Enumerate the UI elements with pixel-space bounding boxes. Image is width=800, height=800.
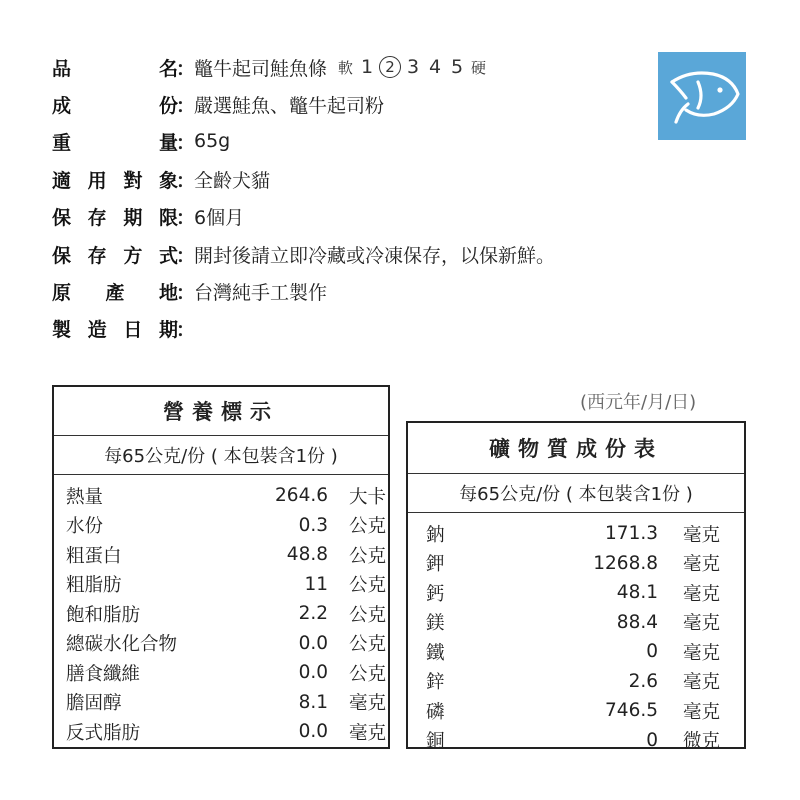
info-value: 嚴選鮭魚、鼈牛起司粉 [194, 94, 385, 117]
nutrient-value: 11 [304, 573, 328, 595]
mineral-value: 88.4 [616, 611, 658, 633]
nutrient-value: 8.1 [298, 691, 328, 713]
colon: ： [176, 281, 196, 304]
mineral-unit: 毫克 [682, 672, 720, 694]
table-row [408, 608, 744, 638]
nutrient-value: 0.0 [298, 721, 328, 743]
nutrient-unit: 公克 [348, 663, 386, 685]
nutrient-unit: 公克 [348, 634, 386, 656]
hardness-level-1: 1 [360, 56, 374, 78]
table-row [54, 717, 388, 747]
colon: ： [176, 169, 196, 192]
mineral-unit: 毫克 [682, 524, 720, 546]
info-value: 6個月 [194, 206, 245, 229]
mineral-unit: 毫克 [682, 642, 720, 664]
info-row-ingredients [52, 89, 384, 119]
colon: ： [176, 57, 196, 80]
nutrient-unit: 公克 [348, 604, 386, 626]
minerals-serving: 每65公克/份 ( 本包裝含1份 ) [408, 473, 744, 513]
mineral-name: 鉀 [426, 554, 445, 576]
nutrient-name: 熱量 [66, 486, 104, 508]
mineral-value: 746.5 [605, 700, 658, 722]
nutrient-name: 粗脂肪 [66, 575, 122, 597]
mineral-name: 鋅 [426, 672, 445, 694]
hardness-level-5: 5 [450, 56, 464, 78]
nutrition-rows [54, 475, 388, 747]
mineral-name: 鐵 [426, 642, 445, 664]
nutrient-name: 總碳水化合物 [66, 634, 178, 656]
table-row [54, 570, 388, 600]
info-value: 台灣純手工製作 [194, 281, 328, 304]
info-row-origin [52, 276, 327, 306]
table-row [54, 629, 388, 659]
nutrient-unit: 大卡 [348, 486, 386, 508]
colon: ： [176, 94, 196, 117]
nutrition-table [52, 385, 390, 749]
nutrient-unit: 公克 [348, 516, 386, 538]
nutrient-name: 飽和脂肪 [66, 604, 141, 626]
table-row [54, 481, 388, 511]
info-label: 適用對象 [52, 169, 178, 192]
table-row [408, 519, 744, 549]
nutrient-unit: 毫克 [348, 722, 386, 744]
nutrition-serving: 每65公克/份 ( 本包裝含1份 ) [54, 435, 388, 475]
mineral-value: 0 [646, 641, 658, 663]
hardness-scale [335, 56, 489, 78]
nutrient-unit: 公克 [348, 575, 386, 597]
soft-label: 軟 [338, 58, 354, 77]
mineral-unit: 毫克 [682, 554, 720, 576]
nutrient-name: 水份 [66, 516, 104, 538]
mineral-unit: 毫克 [682, 583, 720, 605]
mineral-name: 鈣 [426, 583, 445, 605]
info-row-target [52, 164, 270, 194]
minerals-title: 礦物質成份表 [489, 437, 663, 461]
hardness-level-2-selected: 2 [379, 56, 401, 78]
table-row [408, 549, 744, 579]
hardness-level-4: 4 [428, 56, 442, 78]
nutrient-value: 0.0 [298, 632, 328, 654]
info-label: 成份 [52, 94, 178, 117]
info-label: 品名 [52, 57, 178, 80]
info-value: 鼈牛起司鮭魚條 [194, 57, 328, 80]
minerals-rows [408, 513, 744, 755]
table-row [54, 599, 388, 629]
table-row [408, 726, 744, 756]
nutrition-title: 營養標示 [163, 400, 279, 424]
mineral-value: 1268.8 [593, 552, 658, 574]
info-label: 製造日期 [52, 318, 178, 341]
nutrient-name: 膽固醇 [66, 693, 122, 715]
mineral-value: 0 [646, 729, 658, 751]
colon: ： [176, 244, 196, 267]
colon: ： [176, 318, 196, 341]
date-format-note: (西元年/月/日) [580, 392, 697, 413]
table-row [408, 637, 744, 667]
info-row-shelf-life [52, 201, 244, 231]
mineral-name: 鎂 [426, 613, 445, 635]
mineral-name: 磷 [426, 701, 445, 723]
mineral-value: 171.3 [605, 523, 658, 545]
info-label: 保存方式 [52, 244, 178, 267]
table-row [408, 578, 744, 608]
nutrient-value: 0.3 [298, 514, 328, 536]
info-value: 全齡犬貓 [194, 169, 271, 192]
colon: ： [176, 131, 196, 154]
fish-icon [658, 52, 746, 140]
info-label: 保存期限 [52, 206, 178, 229]
mineral-unit: 毫克 [682, 701, 720, 723]
nutrient-value: 48.8 [286, 544, 328, 566]
mineral-value: 2.6 [628, 670, 658, 692]
nutrient-name: 膳食纖維 [66, 663, 141, 685]
table-row [54, 511, 388, 541]
mineral-unit: 微克 [682, 731, 720, 753]
info-value: 開封後請立即冷藏或冷凍保存，以保新鮮。 [194, 244, 556, 267]
table-row [54, 540, 388, 570]
hardness-level-3: 3 [406, 56, 420, 78]
nutrient-value: 2.2 [298, 603, 328, 625]
nutrient-value: 0.0 [298, 662, 328, 684]
info-row-mfg-date [52, 313, 194, 343]
info-label: 原產地 [52, 281, 178, 304]
nutrient-value: 264.6 [275, 485, 328, 507]
info-row-storage [52, 239, 555, 269]
colon: ： [176, 206, 196, 229]
mineral-name: 鈉 [426, 524, 445, 546]
nutrient-unit: 毫克 [348, 693, 386, 715]
info-label: 重量 [52, 131, 178, 154]
hard-label: 硬 [471, 58, 487, 77]
mineral-name: 銅 [426, 731, 445, 753]
table-row [54, 688, 388, 718]
nutrient-name: 反式脂肪 [66, 722, 141, 744]
table-row [408, 696, 744, 726]
table-row [54, 658, 388, 688]
nutrient-name: 粗蛋白 [66, 545, 122, 567]
mineral-unit: 毫克 [682, 613, 720, 635]
table-row [408, 667, 744, 697]
nutrient-unit: 公克 [348, 545, 386, 567]
minerals-table [406, 421, 746, 753]
info-row-name [52, 52, 489, 82]
fish-badge [658, 52, 746, 140]
mineral-value: 48.1 [616, 582, 658, 604]
info-value: 65g [194, 130, 231, 152]
info-row-weight [52, 126, 230, 156]
